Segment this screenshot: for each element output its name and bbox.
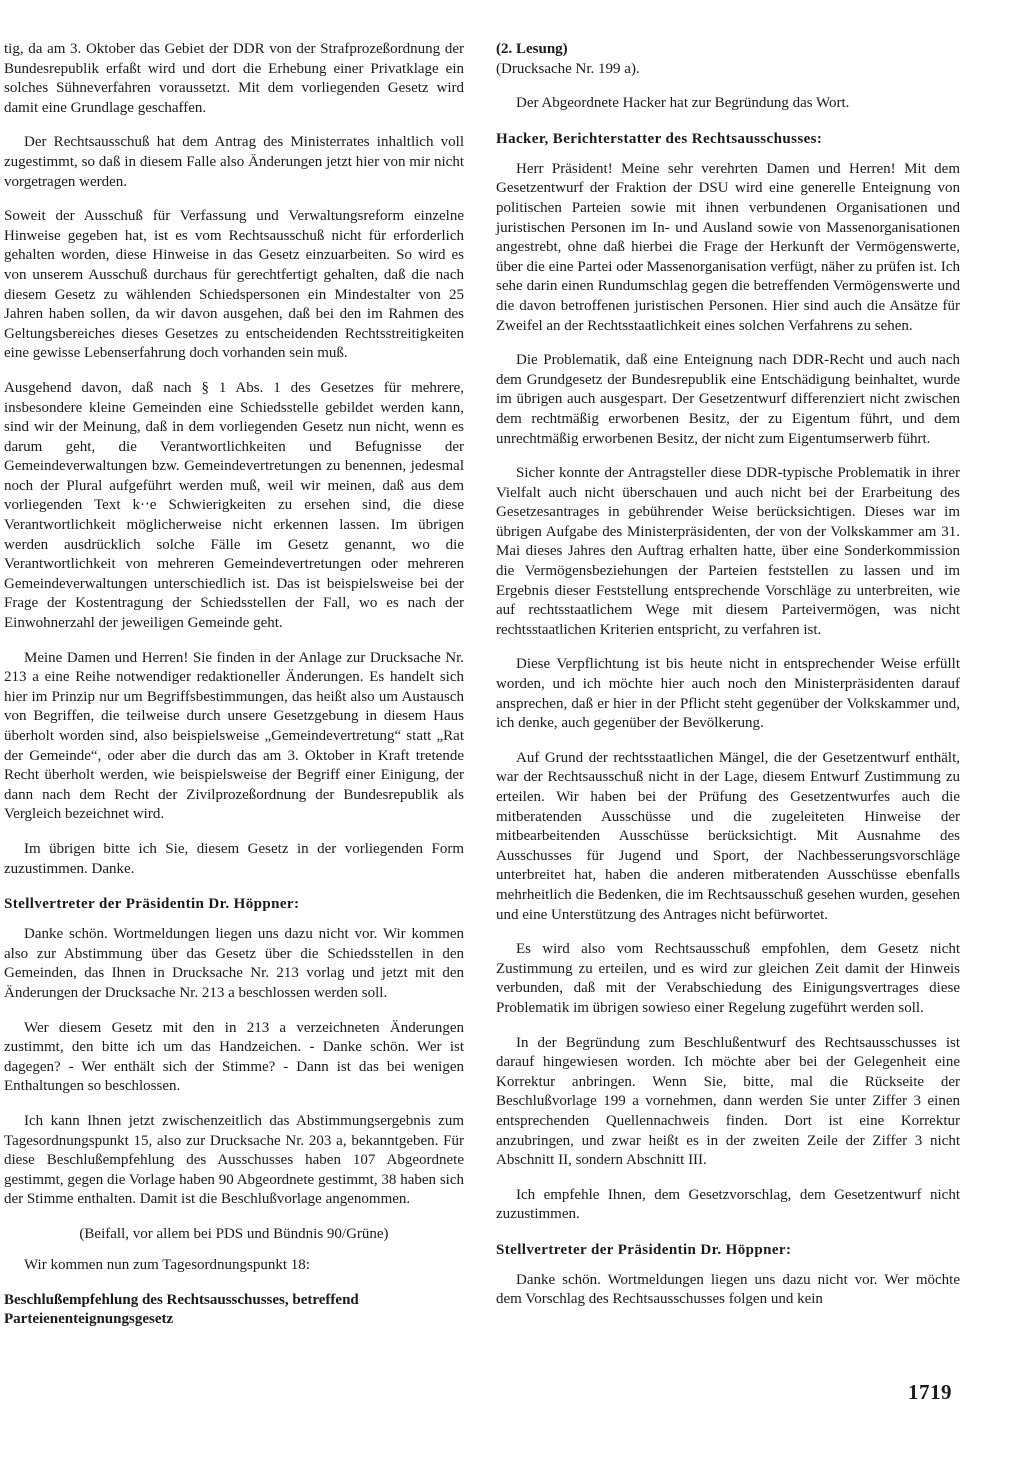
paragraph: Es wird also vom Rechtsausschuß empfohlen, dem Gesetz nicht Zustimmung zu erteilen, und es wird zur gleichen Zeit damit der Hinweis verbunden, daß mit der Verabschiedung des Einigungsvertrages diese Problematik im übrigen sowieso einer Regelung zugeführt werden soll. — [496, 941, 960, 1016]
paragraph: Ich empfehle Ihnen, dem Gesetzvorschlag, dem Gesetzentwurf nicht zuzustimmen. — [496, 1186, 960, 1223]
paragraph: tig, da am 3. Oktober das Gebiet der DDR von der Strafprozeßordnung der Bundesrepublik erfaßt wird und dort die Erhebung einer Privatklage ein solches Sühneverfahren voraussetzt. Mit dem vorliegenden Gesetz wird damit eine Grundlage geschaffen. — [4, 41, 464, 116]
paragraph: Danke schön. Wortmeldungen liegen uns dazu nicht vor. Wer möchte dem Vorschlag des Rechtsausschusses folgen und kein — [496, 1271, 960, 1308]
paragraph: Der Abgeordnete Hacker hat zur Begründung das Wort. — [516, 95, 850, 112]
paragraph: Herr Präsident! Meine sehr verehrten Damen und Herren! Mit dem Gesetzentwurf der Fraktion der DSU wird eine generelle Enteignung von politischen Parteien sowie mit ihnen verbundenen Organisationen und juristischen Personen im In- und Ausland sowie von Massenorganisationen angestrebt, ohne daß hierbei die Frage der Herkunft der Vermögenswerte, über die eine Partei oder Massenorganisation verfügt, näher zu prüfen ist. Ich sehe darin einen Rundumschlag gegen die betreffenden Vermögenswerte und die davon betroffenen juristischen Personen. Hier sind auch die Ansätze für Zweifel an der Rechtsstaatlichkeit eines solchen Verfahrens zu sehen. — [496, 160, 960, 334]
left-column — [4, 40, 464, 1336]
paragraph: Im übrigen bitte ich Sie, diesem Gesetz in der vorliegenden Form zuzustimmen. Danke. — [4, 840, 464, 877]
paragraph: Wer diesem Gesetz mit den in 213 a verzeichneten Änderungen zustimmt, den bitte ich um das Handzeichen. - Danke schön. Wer ist dagegen? - Wer enthält sich der Stimme? - Dann ist das bei wenigen Enthaltungen so beschlossen. — [4, 1019, 464, 1095]
speaker-heading: Stellvertreter der Präsidentin Dr. Höppner: — [496, 1241, 792, 1258]
paragraph: Ich kann Ihnen jetzt zwischenzeitlich das Abstimmungsergebnis zum Tagesordnungspunkt 15, also zur Drucksache Nr. 203 a, bekanntgeben. Für diese Beschlußempfehlung des Ausschusses haben 107 Abgeordnete gestimmt, gegen die Vorlage haben 90 Abgeordnete gestimmt, 38 haben sich der Stimme enthalten. Damit ist die Beschlußvorlage angenommen. — [4, 1112, 464, 1208]
speaker-heading: Hacker, Berichterstatter des Rechtsausschusses: — [496, 130, 823, 147]
paragraph: Danke schön. Wortmeldungen liegen uns dazu nicht vor. Wir kommen also zur Abstimmung über das Gesetz über die Schiedsstellen in den Gemeinden, das Ihnen in Drucksache Nr. 213 vorlag und jetzt mit den Änderungen der Drucksache Nr. 213 a beschlossen werden soll. — [4, 926, 464, 1001]
paragraph: Wir kommen nun zum Tagesordnungspunkt 18: — [24, 1257, 310, 1274]
speaker-heading: Stellvertreter der Präsidentin Dr. Höppner: — [4, 896, 300, 913]
applause-note: (Beifall, vor allem bei PDS und Bündnis 90/Grüne) — [79, 1225, 389, 1242]
document-reference: (Drucksache Nr. 199 a). — [496, 60, 640, 77]
reading-label: (2. Lesung) — [496, 41, 568, 57]
paragraph: Meine Damen und Herren! Sie finden in der Anlage zur Drucksache Nr. 213 a eine Reihe notwendiger redaktioneller Änderungen. Es handelt sich hier im Prinzip nur um Begriffsbestimmungen, das heißt also um Austausch von Begriffen, die teilweise durch unsere Gesetzgebung in diesem Haus überholt worden sind, also beispielsweise „Gemeindevertretung“ statt „Rat der Gemeinde“, oder aber die durch das am 3. Oktober in Kraft tretende Recht überholt werden, wie beispielsweise der Begriff einer Einigung, der dann nach dem Recht der Zivilprozeßordnung der Bundesrepublik als Vergleich bezeichnet wird. — [4, 649, 464, 823]
paragraph: Soweit der Ausschuß für Verfassung und Verwaltungsreform einzelne Hinweise gegeben hat, ist es vom Rechtsausschuß nicht für erforderlich gehalten worden, diese Hinweise in das Gesetz einzuarbeiten. So wird es von unserem Ausschuß durchaus für gerechtfertigt gehalten, daß die nach diesem Gesetz zu wählenden Schiedspersonen ein Mindestalter von 25 Jahren haben sollen, da wir davon ausgehen, daß bei den im Rahmen des Geltungsbereiches dieses Gesetzes zu entscheidenden Rechtsstreitigkeiten eine gewisse Lebenserfahrung doch vorhanden sein muß. — [4, 208, 464, 362]
right-column — [496, 40, 960, 1325]
paragraph: Ausgehend davon, daß nach § 1 Abs. 1 des Gesetzes für mehrere, insbesondere kleine Gemeinden eine Schiedsstelle gebildet werden kann, sind wir der Meinung, daß in dem vorliegenden Gesetz nun nicht, wenn es darum geht, die Verantwortlichkeiten und Befugnisse der Gemeindeverwaltungen bzw. Gemeindevertretungen zu benennen, jedesmal noch der Plural aufgeführt werden muß, weil wir meinen, daß aus dem vorliegenden Text k·‧e Schwierigkeiten zu ersehen sind, die diese Verantwortlichkeit möglicherweise nicht erkennen lassen. Im übrigen werden ausdrücklich solche Fälle im Gesetz genannt, wo die Verantwortlichkeit von mehreren Gemeindevertretungen oder mehreren Gemeindeverwaltungen unterschiedlich ist. Das ist beispielsweise bei der Frage der Kostentragung der Schiedsstellen der Fall, wo es nach der Einwohnerzahl der jeweiligen Gemeinde geht. — [4, 379, 464, 632]
paragraph: Der Rechtsausschuß hat dem Antrag des Ministerrates inhaltlich voll zugestimmt, so daß in diesem Falle also Änderungen jetzt hier von mir nicht vorgetragen werden. — [4, 134, 464, 190]
agenda-heading: Beschlußempfehlung des Rechtsausschusses, betreffend Parteienenteignungsgesetz — [4, 1292, 359, 1328]
paragraph: Diese Verpflichtung ist bis heute nicht in entsprechender Weise erfüllt worden, und ich möchte hier auch noch den Ministerpräsidenten darauf ansprechen, daß er hier in der Pflicht steht gegenüber der Volkskammer und, ich denke, auch gegenüber der Bevölkerung. — [496, 656, 960, 732]
paragraph: Auf Grund der rechtsstaatlichen Mängel, die der Gesetzentwurf enthält, war der Rechtsausschuß nicht in der Lage, diesem Entwurf Zustimmung zu erteilen. Wir haben bei der Prüfung des Gesetzentwurfes auch die mitberatenden Ausschüsse und die zugeleiteten Hinweise der mitbearbeitenden Ausschüsse berücksichtigt. Mit Ausnahme des Ausschusses für Jugend und Sport, der Nachbesserungsvorschläge unterbreitet hat, haben die anderen mitberatenden Ausschüsse ebenfalls mehrheitlich die Bedenken, die im Rechtsausschuß gesehen wurden, gesehen und eine Unterstützung des Antrages nicht befürwortet. — [496, 749, 960, 923]
paragraph: In der Begründung zum Beschlußentwurf des Rechtsausschusses ist darauf hingewiesen worden. Ich möchte aber bei der Gelegenheit eine Korrektur anbringen. Wenn Sie, bitte, mal die Rückseite der Beschlußvorlage 199 a vornehmen, dann werden Sie unter Ziffer 3 einen entsprechenden Quellennachweis finden. Dort ist eine Korrektur anzubringen, und zwar heißt es in der zweiten Zeile der Ziffer 3 nicht Abschnitt II, sondern Abschnitt III. — [496, 1034, 960, 1169]
page-number: 1719 — [908, 1380, 952, 1404]
paragraph: Sicher konnte der Antragsteller diese DDR-typische Problematik in ihrer Vielfalt auch nicht überschauen und auch nicht bei der Erarbeitung des Gesetzesantrages in gebührender Weise berücksichtigen. Dieses war im übrigen Aufgabe des Ministerpräsidenten, der von der Volkskammer am 31. Mai dieses Jahres den Auftrag erhalten hatte, über eine Sonderkommission die Vermögensbeziehungen der Parteien feststellen zu lassen und im Ergebnis dieser Feststellung entsprechende Vorschläge zu unterbreiten, wie auf rechtsstaatlichem Wege mit diesem Parteivermögen, was nicht rechtsstaatlichen Kriterien entspricht, zu verfahren ist. — [496, 465, 960, 638]
paragraph: Die Problematik, daß eine Enteignung nach DDR-Recht und auch nach dem Grundgesetz der Bundesrepublik eine Entschädigung beinhaltet, wurde im übrigen auch ausgespart. Der Gesetzentwurf differenziert nicht zwischen dem rechtmäßig erworbenen Besitz, der zu Eigentum führt, und dem unrechtmäßig erworbenen Besitz, der nicht zum Eigentumserwerb führt. — [496, 352, 960, 447]
